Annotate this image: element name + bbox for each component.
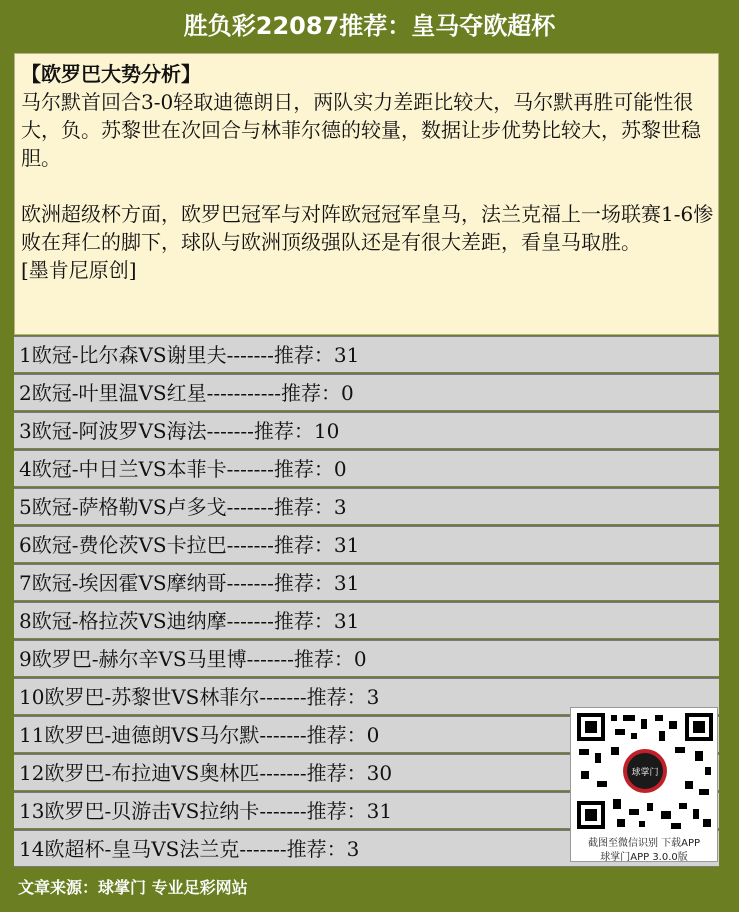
match-row: 3欧冠-阿波罗VS海法-------推荐：10 [14, 412, 719, 449]
source-footer: 文章来源：球掌门 专业足彩网站 [18, 878, 248, 897]
qr-code-card[interactable] [570, 707, 718, 862]
match-row: 1欧冠-比尔森VS谢里夫-------推荐：31 [14, 336, 719, 373]
qr-logo-text: 球掌门 [631, 768, 659, 778]
match-row: 14欧超杯-皇马VS法兰克-------推荐：3 [14, 830, 719, 867]
analysis-panel [14, 53, 719, 335]
qr-caption-version: 球掌门APP 3.0.0版 [600, 852, 688, 863]
analysis-heading: 【欧罗巴大势分析】 [21, 62, 201, 86]
match-row: 6欧冠-费伦茨VS卡拉巴-------推荐：31 [14, 526, 719, 563]
match-row: 5欧冠-萨格勒VS卢多戈-------推荐：3 [14, 488, 719, 525]
match-row: 13欧罗巴-贝游击VS拉纳卡-------推荐：31 [14, 792, 719, 829]
paragraph-spacer [21, 172, 718, 200]
match-row: 4欧冠-中日兰VS本菲卡-------推荐：0 [14, 450, 719, 487]
page-title: 胜负彩22087推荐：皇马夺欧超杯 [183, 12, 556, 40]
match-row: 11欧罗巴-迪德朗VS马尔默-------推荐：0 [14, 716, 719, 753]
match-row: 12欧罗巴-布拉迪VS奥林匹-------推荐：30 [14, 754, 719, 791]
match-row: 9欧罗巴-赫尔辛VS马里博-------推荐：0 [14, 640, 719, 677]
match-row: 10欧罗巴-苏黎世VS林菲尔-------推荐：3 [14, 678, 719, 715]
match-row: 7欧冠-埃因霍VS摩纳哥-------推荐：31 [14, 564, 719, 601]
qr-caption-download: 截图至微信识别 下载APP [587, 838, 701, 849]
analysis-paragraph-1: 马尔默首回合3-0轻取迪德朗日，两队实力差距比较大，马尔默再胜可能性很大，负。苏黎世在次回合与林菲尔德的较量，数据让步优势比较大，苏黎世稳胆。 [21, 90, 701, 170]
analysis-paragraph-2: 欧洲超级杯方面，欧罗巴冠军与对阵欧冠冠军皇马，法兰克福上一场联赛1-6惨败在拜仁的脚下，球队与欧洲顶级强队还是有很大差距，看皇马取胜。 [21, 202, 714, 254]
match-row: 8欧冠-格拉茨VS迪纳摩-------推荐：31 [14, 602, 719, 639]
analysis-signature: [墨肯尼原创] [21, 258, 137, 282]
qr-code-icon [575, 711, 715, 831]
match-row: 2欧冠-叶里温VS红星-----------推荐：0 [14, 374, 719, 411]
